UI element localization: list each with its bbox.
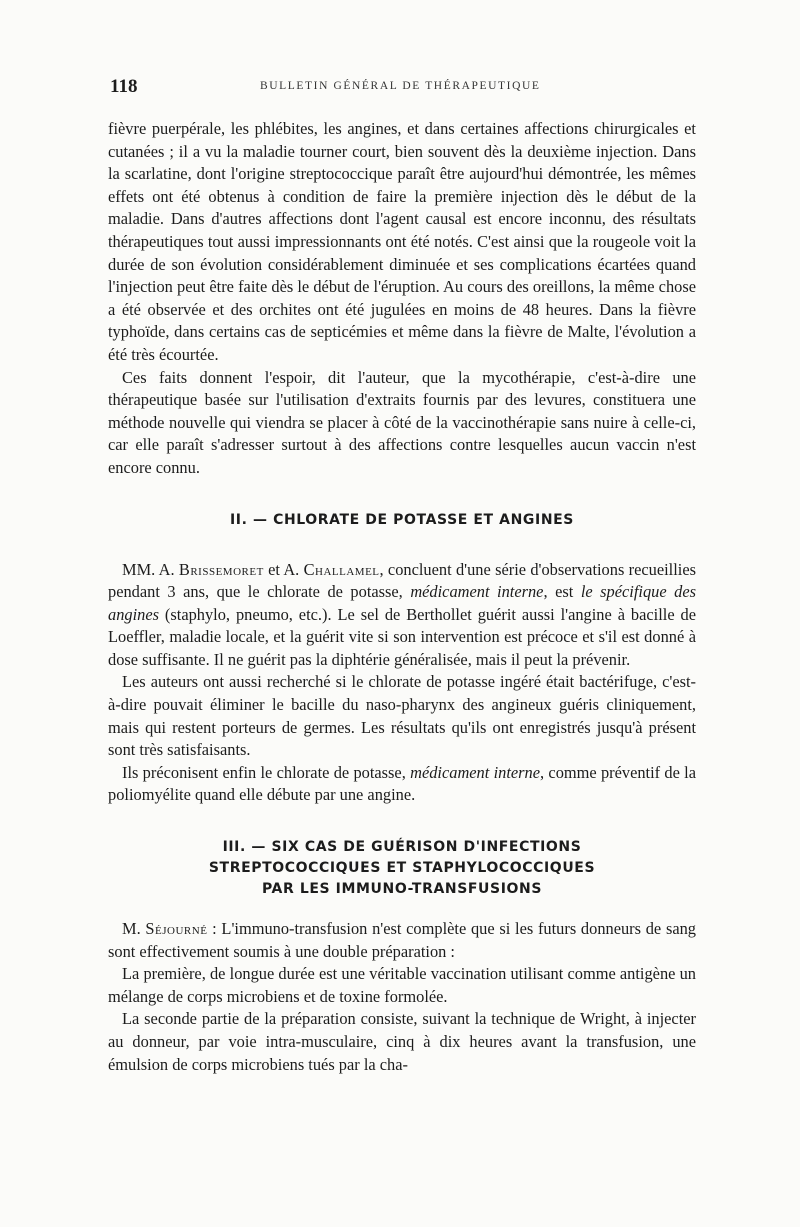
section-heading-line: STREPTOCOCCIQUES ET STAPHYLOCOCCIQUES [208,860,596,877]
section-heading-line: III. — SIX CAS DE GUÉRISON D'INFECTIONS [222,839,582,856]
emphasis: le spécifique des angines [108,582,697,624]
emphasis: médicament interne [410,762,541,782]
page-number: 118 [110,76,138,97]
paragraph-chlorate-2: Les auteurs ont aussi recherché si le chlorate de potasse ingéré était bactérifuge, c'est-à-dire pouvait éliminer le bacille du naso-pharynx des angineux guéris cliniquement, mais qui restent porteurs de germes. Les résultats qu'ils ont enregistrés jusqu'à présent sont très satisfaisants. [108,672,696,760]
paragraph-mycotherapy: Ces faits donnent l'espoir, dit l'auteur, que la mycothérapie, c'est-à-dire une thérapeutique basée sur l'utilisation d'extraits fournis par des levures, constituera une méthode nouvelle qui viendra se placer à côté de la vaccinothérapie sans nuire à celle-ci, car elle paraît s'adresser surtout à des affections contre lesquelles aucun vaccin n'est encore connu. [108,367,696,477]
author-name: Brissemoret [178,559,264,579]
paragraph-transfusion-3: La seconde partie de la préparation consiste, suivant la technique de Wright, à injecter au donneur, par voie intra-musculaire, cinq à dix heures avant la transfusion, une émulsion de corps microbiens tués par la cha- [108,1009,696,1074]
emphasis: médicament interne [410,582,544,602]
paragraph-continued: fièvre puerpérale, les phlébites, les angines, et dans certaines affections chirurgicales et cutanées ; il a vu la maladie tourner court, bien souvent dès la deuxième injection. Dans la scarlatine, dont l'origine streptococcique paraît être aujourd'hui démontrée, les mêmes effets ont été obtenus à condition de faire la première injection dès le début de la maladie. Dans d'autres affections dont l'agent causal est encore inconnu, des résultats thérapeutiques tout aussi impressionnants ont été notés. C'est ainsi que la rougeole voit la durée de son évolution considérablement diminuée et ses complications écartées quand l'injection peut être faite dès le début de l'éruption. Au cours des oreillons, la même chose a été observée et des orchites ont été jugulées en moins de 48 heures. Dans la fièvre typhoïde, dans certains cas de septicémies et même dans la fièvre de Malte, l'évolution a été très écourtée. [108,119,696,364]
paragraph-transfusion-2: La première, de longue durée est une véritable vaccination utilisant comme antigène un mélange de corps microbiens et de toxine formolée. [108,964,696,1006]
paragraph-transfusion-1: M. Séjourné : L'immuno-transfusion n'est complète que si les futurs donneurs de sang sont effectivement soumis à une double préparation : [108,919,696,961]
section-heading-line: PAR LES IMMUNO-TRANSFUSIONS [261,881,543,898]
paragraph-chlorate-3: Ils préconisent enfin le chlorate de potasse, médicament interne, comme préventif de la poliomyélite quand elle débute par une angine. [108,762,697,805]
author-name: Séjourné [145,919,208,939]
section-heading-2: II. — CHLORATE DE POTASSE ET ANGINES [229,511,574,528]
page-header [110,76,700,100]
author-name: Challamel [303,559,380,579]
paragraph-chlorate-1: MM. A. Brissemoret et A. Challamel, concluent d'une série d'observations recueillies pendant 3 ans, que le chlorate de potasse, médicament interne, est le spécifique des angines (staphylo, pneumo, etc.). Le sel de Berthollet guérit aussi l'angine à bacille de Loeffler, maladie locale, et la guérit vite si son intervention est précoce et s'il est donné à dose suffisante. Il ne guérit pas la diphtérie généralisée, mais il peut la prévenir. [108,559,697,669]
body-text [108,118,696,1076]
running-title: BULLETIN GÉNÉRAL DE THÉRAPEUTIQUE [260,80,541,92]
section-heading-3 [108,837,696,900]
